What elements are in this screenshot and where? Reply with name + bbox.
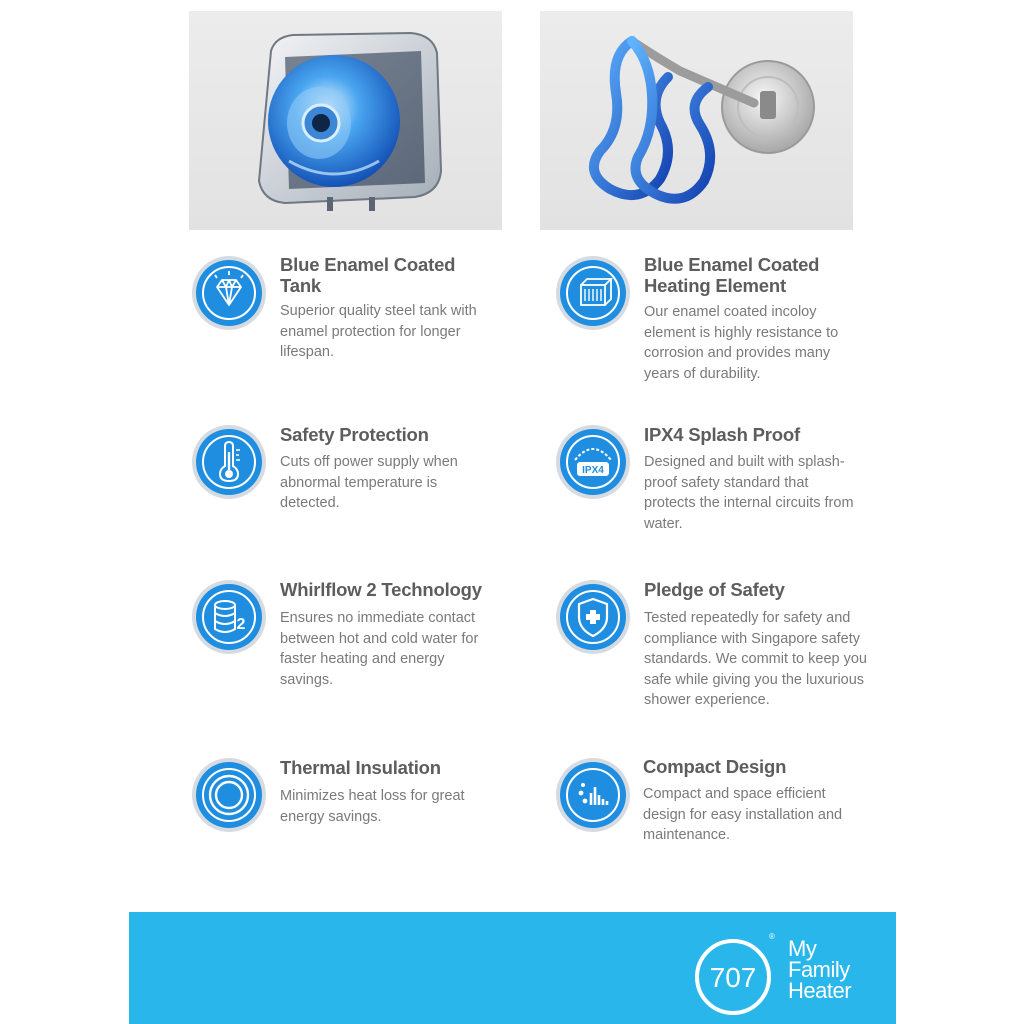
whirlflow-icon [191, 579, 267, 655]
diamond-icon [191, 255, 267, 331]
compact-icon [555, 757, 631, 833]
feature-description: Designed and built with splash-proof safety standard that protects the internal circuits from water. [644, 454, 854, 532]
registered-mark: ® [769, 932, 775, 941]
feature-title: Pledge of Safety [644, 579, 785, 600]
tank-photo [189, 11, 502, 230]
insulation-icon [191, 757, 267, 833]
feature-description: Tested repeatedly for safety and compliance with Singapore safety standards. We commit to keep you safe while giving you the luxurious shower experience. [644, 610, 867, 709]
feature-description: Compact and space efficient design for easy installation and maintenance. [643, 786, 843, 844]
brand-logo-number: 707 [709, 962, 757, 993]
feature-description: Cuts off power supply when abnormal temperature is detected. [280, 454, 458, 512]
ipx4-icon [555, 424, 631, 500]
feature-title: IPX4 Splash Proof [644, 424, 800, 445]
ipx4-icon-label: IPX4 [582, 465, 604, 476]
heating-element-icon [555, 255, 631, 331]
shield-cross-icon [555, 579, 631, 655]
whirlflow-icon-label: 2 [236, 616, 246, 633]
brand-footer [129, 912, 896, 1024]
feature-description: Superior quality steel tank with enamel protection for longer lifespan. [280, 303, 477, 361]
thermometer-icon [191, 424, 267, 500]
feature-title: Safety Protection [280, 424, 429, 445]
feature-title: Compact Design [643, 756, 787, 777]
feature-description: Minimizes heat loss for great energy savings. [280, 788, 465, 825]
brand-logo [694, 938, 772, 1016]
heating-element-photo [540, 11, 853, 230]
brand-line-2: Family [788, 957, 850, 982]
feature-description: Ensures no immediate contact between hot and cold water for faster heating and energy savings. [280, 610, 479, 688]
feature-title: Thermal Insulation [280, 757, 441, 778]
brand-name [788, 938, 851, 1001]
feature-description: Our enamel coated incoloy element is highly resistance to corrosion and provides many years of durability. [644, 304, 839, 382]
feature-title: Blue Enamel Coated Heating Element [644, 254, 820, 296]
feature-title: Whirlflow 2 Technology [280, 579, 482, 600]
feature-title: Blue Enamel Coated Tank [280, 254, 456, 296]
brand-line-3: Heater [788, 978, 852, 1003]
brand-line-1: My [788, 936, 817, 961]
